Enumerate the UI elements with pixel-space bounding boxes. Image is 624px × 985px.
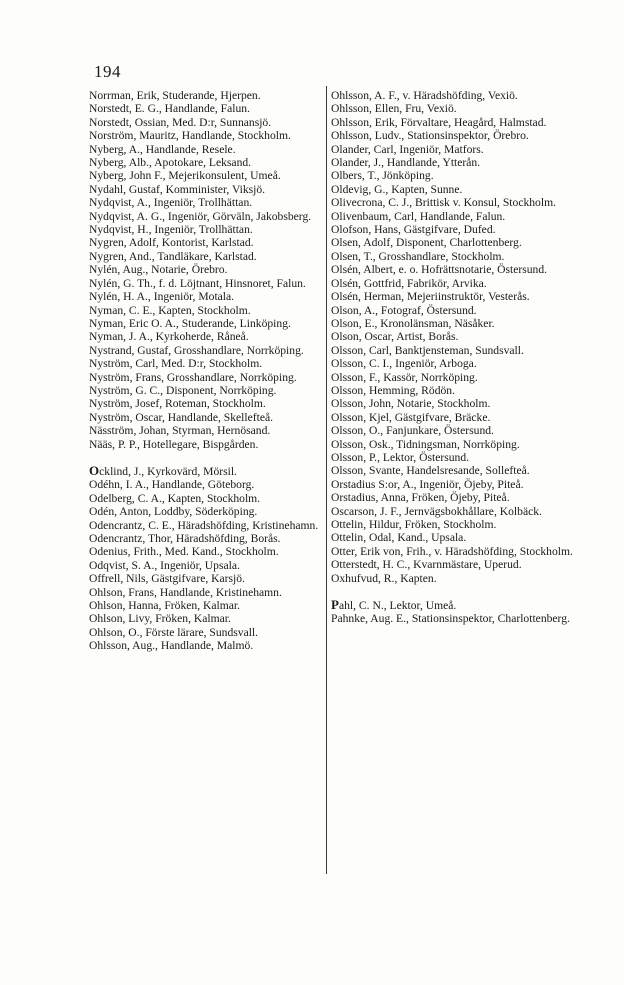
entry-text: Nylén, H. A., Ingeniör, Motala. [89,290,235,304]
register-entry [331,464,576,477]
register-entry [331,371,576,384]
entry-text: Nyström, Frans, Grosshandlare, Norrköping. [89,370,297,384]
left-column [89,89,322,653]
right-column [331,89,576,626]
register-entry [89,586,322,599]
register-entry [331,344,576,357]
entry-text: Olander, Carl, Ingeniör, Matfors. [331,142,484,156]
page-number: 194 [94,62,121,81]
entry-text: Oxhufvud, R., Kapten. [331,571,437,585]
entry-text: Nyberg, John F., Mejerikonsulent, Umeå. [89,169,281,183]
entry-text: Nydqvist, A., Ingeniör, Trollhättan. [89,196,253,210]
entry-text: Orstadius, Anna, Fröken, Öjeby, Piteå. [331,491,510,505]
register-entry [331,129,576,142]
entry-text: Olsson, Kjel, Gästgifvare, Bräcke. [331,410,491,424]
register-entry [89,371,322,384]
entry-text: Nygren, Adolf, Kontorist, Karlstad. [89,236,254,250]
register-entry [331,478,576,491]
entry-text: Oscarson, J. F., Jernvägsbokhållare, Kolbäck. [331,504,542,518]
entry-text: Olson, E., Kronolänsman, Näsåker. [331,316,495,330]
register-entry [89,639,322,652]
register-entry [89,438,322,451]
section-initial: O [89,462,100,478]
register-entry [89,317,322,330]
register-entry [89,397,322,410]
register-entry [331,411,576,424]
entry-text: Norrman, Erik, Studerande, Hjerpen. [89,89,261,102]
entry-text: Olsson, Svante, Handelsresande, Sollefteå. [331,464,530,478]
entry-text: Olsén, Herman, Mejeriinstruktör, Vesterås. [331,290,530,304]
register-entry [331,236,576,249]
register-entry [89,464,322,478]
register-entry [331,277,576,290]
entry-text: Olivenbaum, Carl, Handlande, Falun. [331,209,506,223]
register-entry [331,183,576,196]
entry-text: Olsson, P., Lektor, Östersund. [331,450,470,464]
register-entry [89,424,322,437]
entry-text: Olsson, O., Fanjunkare, Östersund. [331,424,494,438]
entry-text: Olsson, C. I., Ingeniör, Arboga. [331,357,477,371]
entry-text: Ohlsson, Ellen, Fru, Vexiö. [331,102,457,116]
entry-text: Odenius, Frith., Med. Kand., Stockholm. [89,545,279,559]
register-entry [89,277,322,290]
entry-text: Olson, A., Fotograf, Östersund. [331,303,477,317]
entry-text: Odelberg, C. A., Kapten, Stockholm. [89,491,261,505]
register-entry [331,169,576,182]
register-entry [89,344,322,357]
entry-text: Ottelin, Hildur, Fröken, Stockholm. [331,518,497,531]
entry-text: Orstadius S:or, A., Ingeniör, Öjeby, Piteå. [331,477,524,491]
register-entry [331,317,576,330]
entry-text: Nygren, And., Tandläkare, Karlstad. [89,249,257,263]
entry-text: Oldevig, G., Kapten, Sunne. [331,182,463,196]
register-entry [89,572,322,585]
register-entry [89,169,322,182]
register-entry [331,424,576,437]
register-entry [89,116,322,129]
entry-text: Nydqvist, H., Ingeniör, Trollhättan. [89,223,253,237]
register-entry [89,626,322,639]
register-entry [89,223,322,236]
entry-text: Odéhn, I. A., Handlande, Göteborg. [89,478,255,492]
entry-text: Näsström, Johan, Styrman, Hernösand. [89,424,271,438]
entry-text: Nydahl, Gustaf, Komminister, Viksjö. [89,182,266,196]
register-entry [331,357,576,370]
register-entry [89,156,322,169]
register-entry [89,559,322,572]
register-entry [331,397,576,410]
entry-text: Nyström, Josef, Roteman, Stockholm. [89,397,266,411]
entry-text: Ohlson, Livy, Fröken, Kalmar. [89,612,231,626]
register-entry [89,545,322,558]
register-entry [89,304,322,317]
register-entry [331,612,576,625]
entry-text: Ohlson, O., Förste lärare, Sundsvall. [89,625,259,639]
register-entry [89,505,322,518]
register-entry [89,599,322,612]
entry-text: Olsén, Gottfrid, Fabrikör, Arvika. [331,276,487,290]
register-entry [331,491,576,504]
register-entry [89,210,322,223]
entry-text: Ohlson, Frans, Handlande, Kristinehamn. [89,585,282,599]
register-entry [331,451,576,464]
entry-text: Nääs, P. P., Hotellegare, Bispgården. [89,437,259,451]
entry-text: Ohlsson, A. F., v. Häradshöfding, Vexiö. [331,89,518,102]
entry-text: Nystrand, Gustaf, Grosshandlare, Norrköping. [89,343,304,357]
register-entry [331,210,576,223]
entry-text: Odencrantz, Thor, Häradshöfding, Borås. [89,532,281,545]
register-entry [89,330,322,343]
register-entry [89,102,322,115]
register-entry [89,612,322,625]
register-entry [89,196,322,209]
register-entry [89,532,322,545]
entry-text: Ohlsson, Aug., Handlande, Malmö. [89,639,254,653]
section-initial: P [331,597,339,613]
column-divider [326,86,327,874]
entry-text: Odén, Anton, Loddby, Söderköping. [89,505,258,519]
entry-text: Olsen, T., Grosshandlare, Stockholm. [331,249,505,263]
register-entry [331,572,576,585]
entry-text: Nyström, G. C., Disponent, Norrköping. [89,383,277,397]
entry-text: Nyström, Carl, Med. D:r, Stockholm. [89,357,263,371]
register-entry [331,438,576,451]
register-entry [89,263,322,276]
register-entry [331,156,576,169]
entry-text: Ohlsson, Erik, Förvaltare, Heagård, Halmstad. [331,115,547,129]
register-entry [331,304,576,317]
register-entry [89,492,322,505]
entry-text: cklind, J., Kyrkovärd, Mörsil. [99,464,237,478]
entry-text: Olsson, F., Kassör, Norrköping. [331,370,478,384]
register-entry [89,236,322,249]
entry-text: Olbers, T., Jönköping. [331,169,434,183]
entry-text: Olsson, Carl, Banktjensteman, Sundsvall. [331,343,524,357]
entry-text: Olsson, Hemming, Rödön. [331,383,455,397]
entry-text: Olson, Oscar, Artist, Borås. [331,330,459,344]
entry-text: Nylén, Aug., Notarie, Örebro. [89,263,228,277]
register-entry [331,116,576,129]
entry-text: Nyman, Eric O. A., Studerande, Linköping. [89,316,291,330]
register-entry [89,357,322,370]
entry-text: Norstedt, E. G., Handlande, Falun. [89,102,250,116]
entry-text: Nydqvist, A. G., Ingeniör, Görväln, Jakobsberg. [89,209,312,223]
register-entry [89,478,322,491]
register-entry [331,89,576,102]
entry-text: ahl, C. N., Lektor, Umeå. [338,599,457,613]
register-entry [89,129,322,142]
entry-text: Offrell, Nils, Gästgifvare, Karsjö. [89,572,245,586]
register-entry [89,290,322,303]
register-entry [331,330,576,343]
entry-text: Ohlsson, Ludv., Stationsinspektor, Örebro. [331,129,529,143]
register-entry [331,384,576,397]
entry-text: Olofson, Hans, Gästgifvare, Dufed. [331,223,496,237]
register-entry [331,250,576,263]
register-entry [331,102,576,115]
entry-text: Norström, Mauritz, Handlande, Stockholm. [89,129,291,143]
entry-text: Otter, Erik von, Frih., v. Häradshöfding, Stockholm. [331,544,573,558]
register-entry [331,196,576,209]
entry-text: Ohlson, Hanna, Fröken, Kalmar. [89,599,241,613]
register-entry [331,518,576,531]
entry-text: Nyman, C. E., Kapten, Stockholm. [89,303,251,317]
register-entry [331,290,576,303]
entry-text: Otterstedt, H. C., Kvarnmästare, Uperud. [331,558,522,572]
register-entry [89,411,322,424]
register-entry [331,558,576,571]
entry-text: Olsen, Adolf, Disponent, Charlottenberg. [331,236,522,250]
entry-text: Nyman, J. A., Kyrkoherde, Råneå. [89,330,249,344]
entry-text: Olivecrona, C. J., Brittisk v. Konsul, Stockholm. [331,196,556,210]
register-entry [89,143,322,156]
entry-text: Nyström, Oscar, Handlande, Skellefteå. [89,410,274,424]
register-entry [89,89,322,102]
entry-text: Olsson, Osk., Tidningsman, Norrköping. [331,437,520,451]
entry-text: Olsén, Albert, e. o. Hofrättsnotarie, Östersund. [331,263,548,277]
register-entry [331,545,576,558]
entry-text: Odqvist, S. A., Ingeniör, Upsala. [89,558,240,572]
register-entry [89,250,322,263]
register-entry [331,223,576,236]
register-entry [331,263,576,276]
entry-text: Nyberg, A., Handlande, Resele. [89,142,236,156]
entry-text: Norstedt, Ossian, Med. D:r, Sunnansjö. [89,115,272,129]
register-entry [89,384,322,397]
entry-text: Ottelin, Odal, Kand., Upsala. [331,531,467,545]
register-entry [331,505,576,518]
register-entry [331,598,576,612]
entry-text: Pahnke, Aug. E., Stationsinspektor, Charlottenberg. [331,612,570,626]
entry-text: Olander, J., Handlande, Ytterån. [331,156,481,170]
register-entry [331,531,576,544]
register-entry [89,519,322,532]
entry-text: Odencrantz, C. E., Häradshöfding, Kristinehamn. [89,518,319,532]
register-entry [331,143,576,156]
register-entry [89,183,322,196]
entry-text: Nylén, G. Th., f. d. Löjtnant, Hinsnoret, Falun. [89,276,306,290]
entry-text: Olsson, John, Notarie, Stockholm. [331,397,491,411]
entry-text: Nyberg, Alb., Apotokare, Leksand. [89,156,252,170]
